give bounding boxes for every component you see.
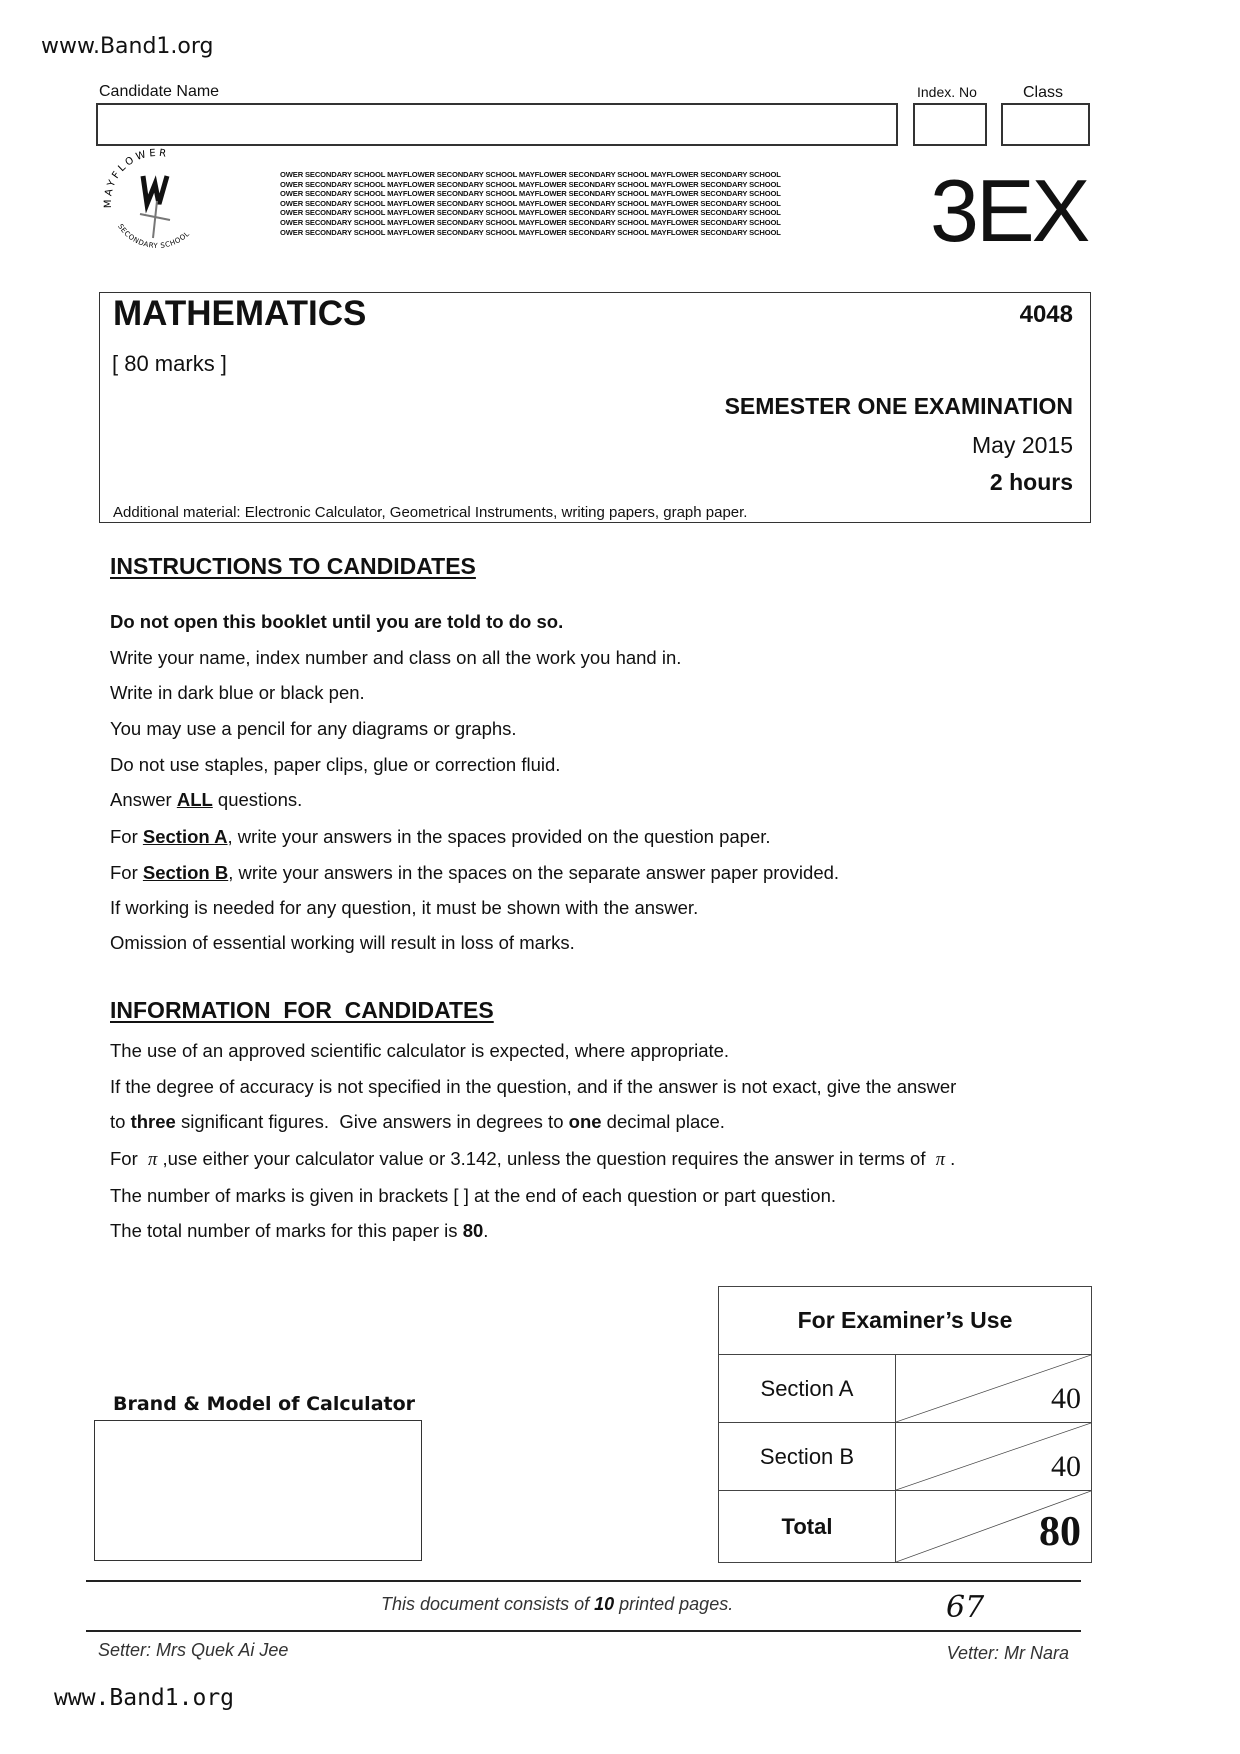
section-b-label: Section B	[719, 1423, 896, 1491]
footer-divider-top	[86, 1580, 1081, 1582]
additional-material: Additional material: Electronic Calculator, Geometrical Instruments, writing papers, graph paper.	[113, 504, 748, 521]
text: The total number of marks for this paper is	[110, 1220, 463, 1241]
information-line: If the degree of accuracy is not specified in the question, and if the answer is not exact, give the answer	[110, 1076, 957, 1097]
calculator-label: Brand & Model of Calculator	[113, 1393, 416, 1415]
pi-symbol: π	[935, 1150, 946, 1170]
school-logo	[95, 146, 219, 258]
text: For	[110, 862, 143, 883]
section-b-score-cell[interactable]	[896, 1423, 1092, 1491]
emphasis: three	[130, 1111, 176, 1132]
emphasis: one	[568, 1111, 602, 1132]
vetter: Vetter: Mr Nara	[946, 1643, 1069, 1663]
text: This document consists of	[381, 1594, 595, 1614]
text: .	[945, 1148, 956, 1169]
information-line: The use of an approved scientific calculator is expected, where appropriate.	[110, 1040, 730, 1061]
candidate-name-label: Candidate Name	[99, 83, 220, 100]
text: decimal place.	[601, 1111, 725, 1132]
instruction-line: You may use a pencil for any diagrams or graphs.	[110, 718, 517, 739]
emphasis: Section B	[142, 862, 229, 883]
examiner-table-title: For Examiner’s Use	[719, 1287, 1092, 1355]
instruction-line: Do not use staples, paper clips, glue or correction fluid.	[110, 754, 561, 775]
footer-divider-bottom	[86, 1630, 1081, 1632]
text: questions.	[212, 789, 303, 810]
information-line: The number of marks is given in brackets [ ] at the end of each question or part question.	[110, 1185, 837, 1206]
information-heading: INFORMATION FOR CANDIDATES	[110, 997, 494, 1023]
class-code: 3EX	[930, 161, 1088, 260]
text: printed pages.	[614, 1594, 734, 1614]
emphasis: 80	[462, 1220, 484, 1241]
text: significant figures. Give answers in degrees to	[175, 1111, 569, 1132]
text: ,use either your calculator value or 3.142, unless the question requires the answer in terms of	[157, 1148, 936, 1169]
subject-title: MATHEMATICS	[113, 294, 367, 333]
total-max: 80	[1039, 1509, 1081, 1555]
watermark-bottom: www.Band1.org	[54, 1685, 235, 1711]
emphasis: ALL	[176, 789, 213, 810]
text: For	[110, 826, 143, 847]
instruction-line: Omission of essential working will result in loss of marks.	[110, 932, 575, 953]
information-line	[110, 1111, 725, 1133]
setter: Setter: Mrs Quek Ai Jee	[98, 1640, 289, 1660]
examiner-table	[718, 1286, 1092, 1563]
total-score-cell[interactable]	[896, 1491, 1092, 1563]
instruction-line: Do not open this booklet until you are told to do so.	[110, 611, 564, 632]
instruction-line	[110, 789, 302, 811]
total-marks: [ 80 marks ]	[112, 351, 227, 376]
section-a-label: Section A	[719, 1355, 896, 1423]
information-line	[110, 1220, 488, 1242]
instructions-heading: INSTRUCTIONS TO CANDIDATES	[110, 553, 476, 579]
instruction-line: If working is needed for any question, it must be shown with the answer.	[110, 897, 699, 918]
text: , write your answers in the spaces provided on the question paper.	[227, 826, 771, 847]
text: to	[110, 1111, 131, 1132]
svg-text:SECONDARY SCHOOL: SECONDARY SCHOOL	[116, 222, 192, 250]
text: Answer	[110, 789, 177, 810]
section-a-max: 40	[1051, 1382, 1081, 1415]
total-label: Total	[719, 1491, 896, 1563]
exam-name: SEMESTER ONE EXAMINATION	[724, 393, 1073, 419]
watermark-top: www.Band1.org	[41, 34, 214, 59]
section-a-score-cell[interactable]	[896, 1355, 1092, 1423]
instruction-line	[110, 826, 771, 848]
emphasis: Section A	[142, 826, 228, 847]
information-line	[110, 1148, 955, 1171]
school-name-pattern: OWER SECONDARY SCHOOL MAYFLOWER SECONDARY SCHOOL MAYFLOWER SECONDARY SCHOOL MAYFLOWER SECONDARY SCHOOL OWER SECONDARY SCHOOL MAYFLOWER SECONDARY SCHOOL MAYFLOWER SECONDARY SCHOOL MAYFLOWER SECONDARY SCHOOL OWER SECONDARY SCHOOL MAYFLOWER SECONDARY SCHOOL MAYFLOWER SECONDARY SCHOOL MAYFLOWER SECONDARY SCHOOL OWER SECONDARY SCHOOL MAYFLOWER SECONDARY SCHOOL MAYFLOWER SECONDARY SCHOOL MAYFLOWER SECONDARY SCHOOL OWER SECONDARY SCHOOL MAYFLOWER SECONDARY SCHOOL MAYFLOWER SECONDARY SCHOOL MAYFLOWER SECONDARY SCHOOL OWER SECONDARY SCHOOL MAYFLOWER SECONDARY SCHOOL MAYFLOWER SECONDARY SCHOOL MAYFLOWER SECONDARY SCHOOL OWER SECONDARY SCHOOL MAYFLOWER SECONDARY SCHOOL MAYFLOWER SECONDARY SCHOOL MAYFLOWER SECONDARY SCHOOL	[280, 170, 781, 237]
instruction-line: Write your name, index number and class on all the work you hand in.	[110, 647, 682, 668]
section-b-max: 40	[1051, 1450, 1081, 1483]
index-no-label: Index. No	[917, 84, 977, 100]
text: For	[110, 1148, 149, 1169]
text: .	[483, 1220, 489, 1241]
index-no-field[interactable]	[913, 103, 987, 146]
exam-date: May 2015	[971, 432, 1073, 458]
class-field[interactable]	[1001, 103, 1090, 146]
page-count: 10	[594, 1594, 615, 1614]
paper-code: 4048	[1019, 301, 1073, 328]
svg-text:MAYFLOWER: MAYFLOWER	[102, 147, 170, 209]
exam-duration: 2 hours	[989, 469, 1073, 495]
page-count-note	[381, 1594, 733, 1615]
calculator-field[interactable]	[94, 1420, 422, 1561]
class-label: Class	[1023, 84, 1064, 101]
pi-symbol: π	[148, 1150, 158, 1170]
candidate-name-field[interactable]	[96, 103, 898, 146]
handwritten-mark: 67	[946, 1590, 985, 1625]
text: , write your answers in the spaces on the separate answer paper provided.	[228, 862, 840, 883]
instruction-line	[110, 862, 839, 884]
instruction-line: Write in dark blue or black pen.	[110, 682, 365, 703]
